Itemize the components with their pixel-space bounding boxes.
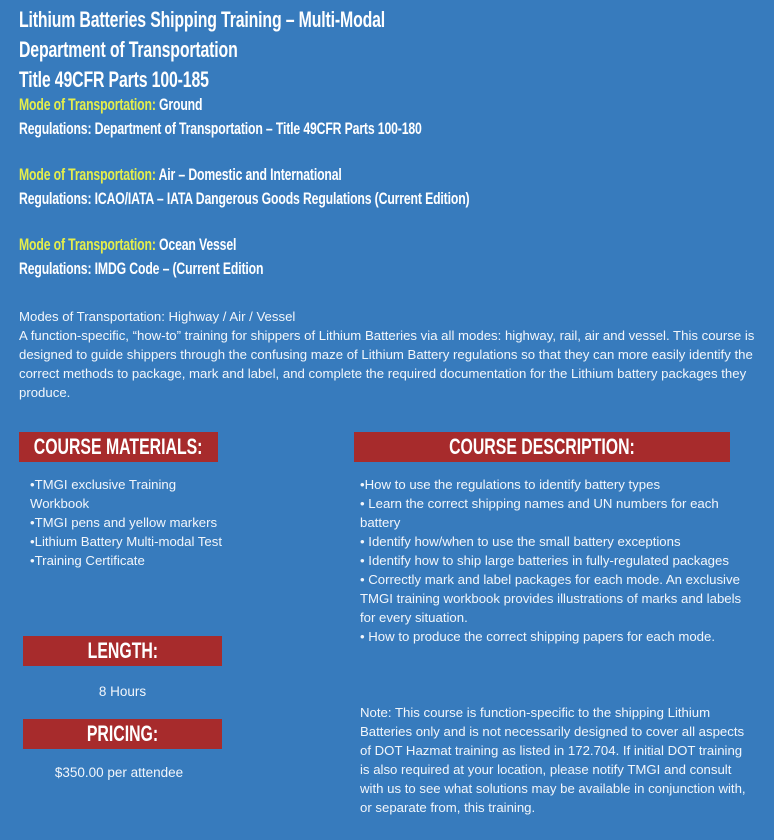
pricing-value: $350.00 per attendee <box>54 765 184 780</box>
list-item: •TMGI exclusive Training Workbook <box>30 477 177 511</box>
mode-value: Air – Domestic and International <box>155 165 342 184</box>
mode-value: Ocean Vessel <box>155 235 237 254</box>
list-item: • Identify how/when to use the small battery exceptions <box>360 534 681 549</box>
list-item: •Lithium Battery Multi-modal Test <box>30 534 222 549</box>
mode-label: Mode of Transportation: <box>19 95 156 114</box>
mode-line <box>19 163 342 187</box>
modes-summary: Modes of Transportation: Highway / Air / Vessel <box>19 309 296 324</box>
course-description-list <box>360 475 745 646</box>
course-note: Note: This course is function-specific to the shipping Lithium Batteries only and is not necessarily designed to cover all aspects of DOT Hazmat training as listed in 172.704. If initial DOT training is also required at your location, please notify TMGI and consult with us to see what solutions may be available in conjunction with, or separate from, this training. <box>360 705 746 815</box>
list-item: •Training Certificate <box>30 553 145 568</box>
mode-value: Ground <box>155 95 203 114</box>
list-item: •TMGI pens and yellow markers <box>30 515 218 530</box>
pricing-banner <box>23 719 222 749</box>
list-item: •How to use the regulations to identify battery types <box>360 477 661 492</box>
pricing-heading: PRICING: <box>86 721 159 746</box>
title-line-2: Department of Transportation <box>19 37 238 62</box>
list-item: • Identify how to ship large batteries in fully-regulated packages <box>360 553 729 568</box>
course-materials-banner <box>19 432 218 462</box>
title-line-3: Title 49CFR Parts 100-185 <box>19 67 209 92</box>
mode-line <box>19 93 202 117</box>
length-heading: LENGTH: <box>87 638 158 663</box>
title-line-1: Lithium Batteries Shipping Training – Multi-Modal <box>19 7 386 32</box>
length-banner <box>23 636 222 666</box>
regulations-line: Regulations: Department of Transportation – Title 49CFR Parts 100-180 <box>19 119 422 138</box>
intro-paragraph: A function-specific, “how-to” training for shippers of Lithium Batteries via all modes: highway, rail, air and vessel. This course is designed to guide shippers through the confusing maze of Lithium Battery regulations so that they can more easily identify the correct methods to package, mark and label, and complete the required documentation for the Lithium battery packages they produce. <box>19 328 755 400</box>
regulations-line: Regulations: ICAO/IATA – IATA Dangerous Goods Regulations (Current Edition) <box>19 189 470 208</box>
intro-section <box>19 307 769 402</box>
mode-label: Mode of Transportation: <box>19 235 156 254</box>
list-item: • Correctly mark and label packages for each mode. An exclusive TMGI training workbook provides illustrations of marks and labels for every situation. <box>360 572 742 625</box>
course-materials-heading: COURSE MATERIALS: <box>34 434 203 459</box>
mode-line <box>19 233 236 257</box>
list-item: • Learn the correct shipping names and UN numbers for each battery <box>360 496 719 530</box>
course-description-heading: COURSE DESCRIPTION: <box>449 434 635 459</box>
course-materials-list <box>30 475 230 570</box>
regulations-line: Regulations: IMDG Code – (Current Edition <box>19 259 264 278</box>
course-description-banner <box>354 432 730 462</box>
length-value: 8 Hours <box>98 684 147 699</box>
list-item: • How to produce the correct shipping papers for each mode. <box>360 629 716 644</box>
mode-label: Mode of Transportation: <box>19 165 156 184</box>
